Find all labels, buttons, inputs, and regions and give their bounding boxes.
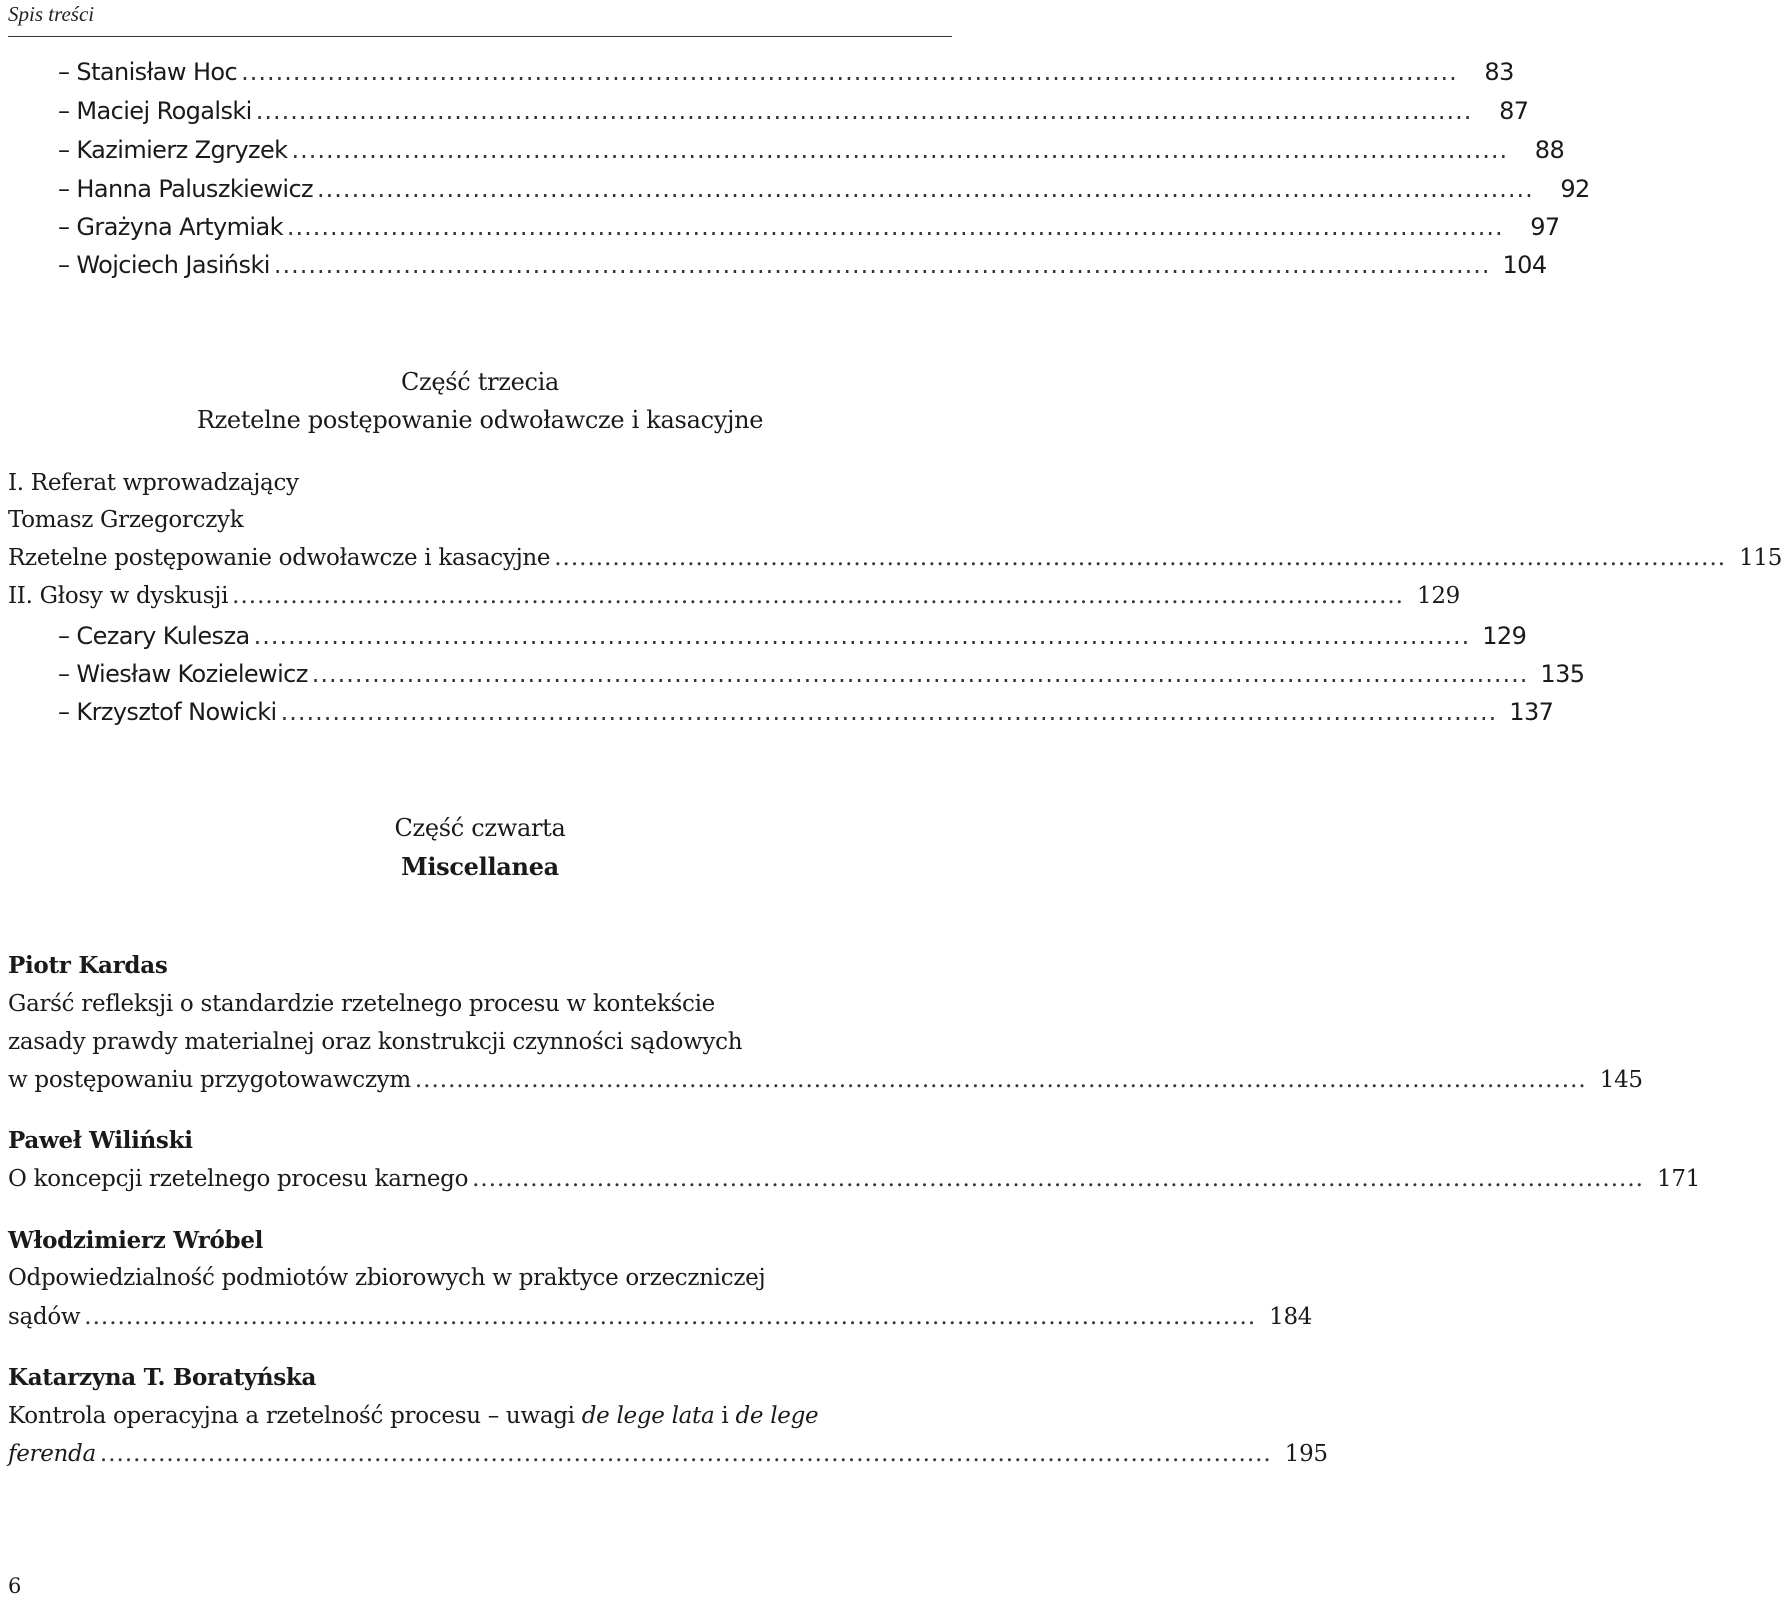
toc-entry-title: – Kazimierz Zgryzek <box>58 136 288 164</box>
toc-entry-wrobel[interactable] <box>8 1304 1313 1330</box>
toc-entry-page: 135 <box>1540 660 1585 688</box>
leader-dots: ............................................................................................................................................. <box>291 136 1509 164</box>
toc-entry-page: 129 <box>1482 622 1527 650</box>
toc-entry-title: – Grażyna Artymiak <box>58 213 283 241</box>
title-text: Kontrola operacyjna a rzetelność procesu – uwagi <box>8 1403 582 1429</box>
toc-entry-title: – Wojciech Jasiński <box>58 251 270 279</box>
leader-dots: ............................................................................................................................................. <box>472 1166 1644 1192</box>
leader-dots: ............................................................................................................................................. <box>311 660 1529 688</box>
toc-entry-page: 145 <box>1599 1067 1643 1093</box>
toc-entry-page: 184 <box>1269 1304 1313 1330</box>
toc-entry-page: 88 <box>1534 136 1565 164</box>
toc-entry-title: w postępowaniu przygotowawczym <box>8 1067 411 1093</box>
leader-dots: ............................................................................................................................................. <box>317 175 1534 203</box>
toc-entry[interactable] <box>58 175 1590 203</box>
toc-entry-boratynska[interactable] <box>8 1441 1328 1467</box>
toc-entry-page: 137 <box>1509 698 1554 726</box>
boratynska-author: Katarzyna T. Boratyńska <box>8 1364 317 1391</box>
toc-entry-title: sądów <box>8 1304 81 1330</box>
toc-entry-title: – Cezary Kulesza <box>58 622 250 650</box>
title-text-italic: de lege <box>735 1403 819 1429</box>
toc-entry-page: 87 <box>1499 97 1529 125</box>
title-text: i <box>714 1403 736 1429</box>
toc-entry-page: 97 <box>1530 213 1560 241</box>
part4-subtitle: Miscellanea <box>401 852 559 881</box>
running-head: Spis treści <box>8 2 95 26</box>
toc-entry-page: 115 <box>1739 545 1782 571</box>
toc-entry[interactable] <box>58 58 1514 86</box>
leader-dots: ............................................................................................................................................. <box>273 251 1491 279</box>
boratynska-title-line <box>8 1403 818 1429</box>
toc-entry-page: 171 <box>1656 1166 1700 1192</box>
toc-entry-title: ferenda <box>8 1441 96 1467</box>
toc-entry[interactable] <box>58 698 1554 726</box>
toc-entry-page: 129 <box>1417 583 1460 609</box>
toc-entry[interactable] <box>58 136 1565 164</box>
leader-dots: ............................................................................................................................................. <box>253 622 1471 650</box>
toc-entry-referat[interactable] <box>8 545 1782 571</box>
leader-dots: ............................................................................................................................................. <box>84 1304 1257 1330</box>
toc-entry-title: – Maciej Rogalski <box>58 97 252 125</box>
toc-entry-page: 104 <box>1502 251 1547 279</box>
header-rule <box>8 36 952 37</box>
wilinski-author: Paweł Wiliński <box>8 1127 193 1154</box>
toc-entry-title: – Hanna Paluszkiewicz <box>58 175 314 203</box>
toc-entry-page: 83 <box>1484 58 1514 86</box>
part3-heading: Część trzecia <box>400 368 560 396</box>
toc-entry[interactable] <box>58 660 1585 688</box>
kardas-author: Piotr Kardas <box>8 952 168 979</box>
toc-entry[interactable] <box>58 213 1560 241</box>
leader-dots: ............................................................................................................................................. <box>280 698 1498 726</box>
referat-author: Tomasz Grzegorczyk <box>8 507 244 533</box>
toc-entry-page: 92 <box>1560 175 1590 203</box>
toc-entry-title: – Krzysztof Nowicki <box>58 698 277 726</box>
part3-subtitle: Rzetelne postępowanie odwoławcze i kasacyjne <box>196 406 764 434</box>
toc-entry[interactable] <box>58 97 1529 125</box>
title-text-italic: de lege lata <box>581 1403 715 1429</box>
toc-entry-page: 195 <box>1284 1441 1328 1467</box>
kardas-title-line: Garść refleksji o standardzie rzetelnego procesu w kontekście <box>8 991 715 1017</box>
wrobel-author: Włodzimierz Wróbel <box>8 1227 264 1254</box>
toc-entry-glosy[interactable] <box>8 583 1460 609</box>
wrobel-title-line: Odpowiedzialność podmiotów zbiorowych w praktyce orzeczniczej <box>8 1265 766 1291</box>
leader-dots: ............................................................................................................................................. <box>99 1441 1272 1467</box>
referat-label: I. Referat wprowadzający <box>8 470 299 496</box>
leader-dots: ............................................................................................................................................. <box>241 58 1458 86</box>
toc-entry-title: Rzetelne postępowanie odwoławcze i kasacyjne <box>8 545 551 571</box>
toc-entry-title: O koncepcji rzetelnego procesu karnego <box>8 1166 469 1192</box>
leader-dots: ............................................................................................................................................. <box>255 97 1473 125</box>
toc-entry-kardas[interactable] <box>8 1067 1643 1093</box>
part4-heading: Część czwarta <box>394 814 566 842</box>
toc-entry[interactable] <box>58 251 1547 279</box>
toc-entry-title: – Stanisław Hoc <box>58 58 238 86</box>
toc-entry-title: – Wiesław Kozielewicz <box>58 660 308 688</box>
leader-dots: ............................................................................................................................................. <box>414 1067 1587 1093</box>
leader-dots: ............................................................................................................................................. <box>232 583 1404 609</box>
toc-entry[interactable] <box>58 622 1527 650</box>
kardas-title-line: zasady prawdy materialnej oraz konstrukcji czynności sądowych <box>8 1029 743 1055</box>
toc-entry-title: II. Głosy w dyskusji <box>8 583 229 609</box>
page-number: 6 <box>8 1574 22 1598</box>
toc-entry-wilinski[interactable] <box>8 1166 1700 1192</box>
leader-dots: ............................................................................................................................................. <box>286 213 1504 241</box>
leader-dots: ............................................................................................................................................. <box>554 545 1727 571</box>
